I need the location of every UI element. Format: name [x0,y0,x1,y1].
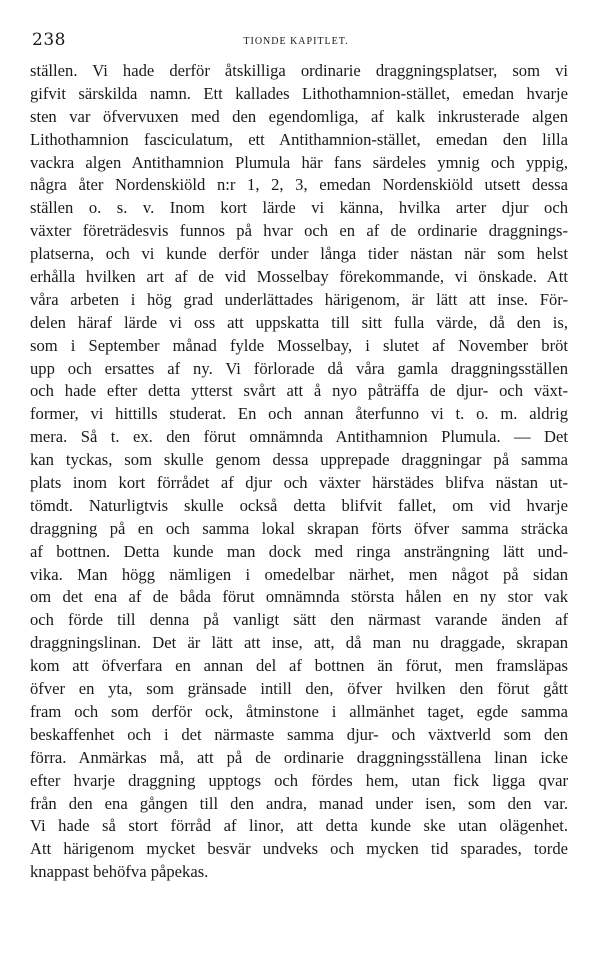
text-line: delen häraf lärde vi oss att uppskatta till sitt fulla värde, då den is, [30,312,568,332]
text-line: kan tyckas, som skulle genom dessa upprepade draggningar på samma [30,450,568,470]
text-line: och förde till denna på vanligt sätt den närmast varande änden af [30,610,568,630]
text-line: tömdt. Naturligtvis skulle också detta blifvit fallet, om vid hvarje [30,495,568,515]
text-line: som i September månad fylde Mosselbay, i slutet af November bröt [30,335,568,355]
text-line: knappast behöfva påpekas. [30,862,209,882]
text-line: några åter Nordenskiöld n:r 1, 2, 3, emedan Nordenskiöld utsett dessa [30,175,568,195]
text-line: Vi hade så stort förråd af linor, att detta kunde ske utan olägenhet. [30,816,568,836]
text-line: erhålla hvilken art af de vid Mosselbay förekommande, vi önskade. Att [30,267,568,287]
text-line: vackra algen Antithamnion Plumula här fans särdeles ymnig och yppig, [30,152,568,172]
text-line: former, vi hittills studerat. En och annan återfunno vi t. o. m. aldrig [30,404,568,424]
text-line: växter företrädesvis funnos på hvar och en af de ordinarie draggnings- [30,221,568,241]
text-line: kom att öfverfara en annan del af bottnen än förut, men framsläpas [30,656,568,676]
text-line: draggning på en och samma lokal skrapan förts öfver samma sträcka [30,518,568,538]
text-line: upp och ersattes af ny. Vi förlorade då våra gamla draggningsställen [30,358,568,378]
text-line: vika. Man högg nämligen i omedelbar närhet, men något på sidan [30,564,568,584]
text-line: fram och som derför ock, åtminstone i allmänhet taget, egde samma [30,701,568,721]
running-title: TIONDE KAPITLET. [243,36,349,47]
page-number: 238 [32,30,66,50]
text-line: af bottnen. Detta kunde man dock med ringa ansträngning lätt und- [30,541,568,561]
text-line: Att härigenom mycket besvär undveks och mycken tid sparades, torde [30,839,568,859]
text-line: platserna, och vi kunde derför under långa tider nästan när som helst [30,244,568,264]
text-line: Lithothamnion fasciculatum, ett Antithamnion-stället, emedan den lilla [30,129,568,149]
text-line: ställen. Vi hade derför åtskilliga ordinarie draggningsplatser, som vi [30,61,568,80]
text-line: från den ena gången till den andra, manad under isen, som den var. [30,793,568,813]
text-line: öfver en yta, som gränsade intill den, öfver hvilken den förut gått [30,679,568,699]
text-line: gifvit särskilda namn. Ett kallades Lithothamnion-stället, emedan hvarje [30,83,568,103]
text-line: våra arbeten i hög grad underlättades härigenom, är lätt att inse. För- [30,289,568,309]
text-line: förra. Anmärkas må, att på de ordinarie draggningsställena linan icke [30,747,568,767]
text-line: draggningslinan. Det är lätt att inse, att, då man nu draggade, skrapan [30,633,568,653]
text-line: om det ena af de båda förut omnämnda största hålen en ny stor vak [30,587,568,607]
text-line: sten var öfvervuxen med den egendomliga, af kalk inkrusterade algen [30,106,568,126]
text-line: efter hvarje draggning upptogs och fördes hem, utan fick ligga qvar [30,770,568,790]
text-line: beskaffenhet och i det närmaste samma djur- och växtverld som den [30,724,568,744]
body-text [30,60,568,884]
text-line: ställen o. s. v. Inom kort lärde vi känna, hvilka arter djur och [30,198,568,218]
text-line: och hade efter detta ytterst svårt att å nyo påträffa de djur- och växt- [30,381,568,401]
text-line: mera. Så t. ex. den förut omnämnda Antithamnion Plumula. — Det [30,427,568,447]
text-line: plats inom kort förrådet af djur och växter härstädes blifva nästan ut- [30,473,568,493]
